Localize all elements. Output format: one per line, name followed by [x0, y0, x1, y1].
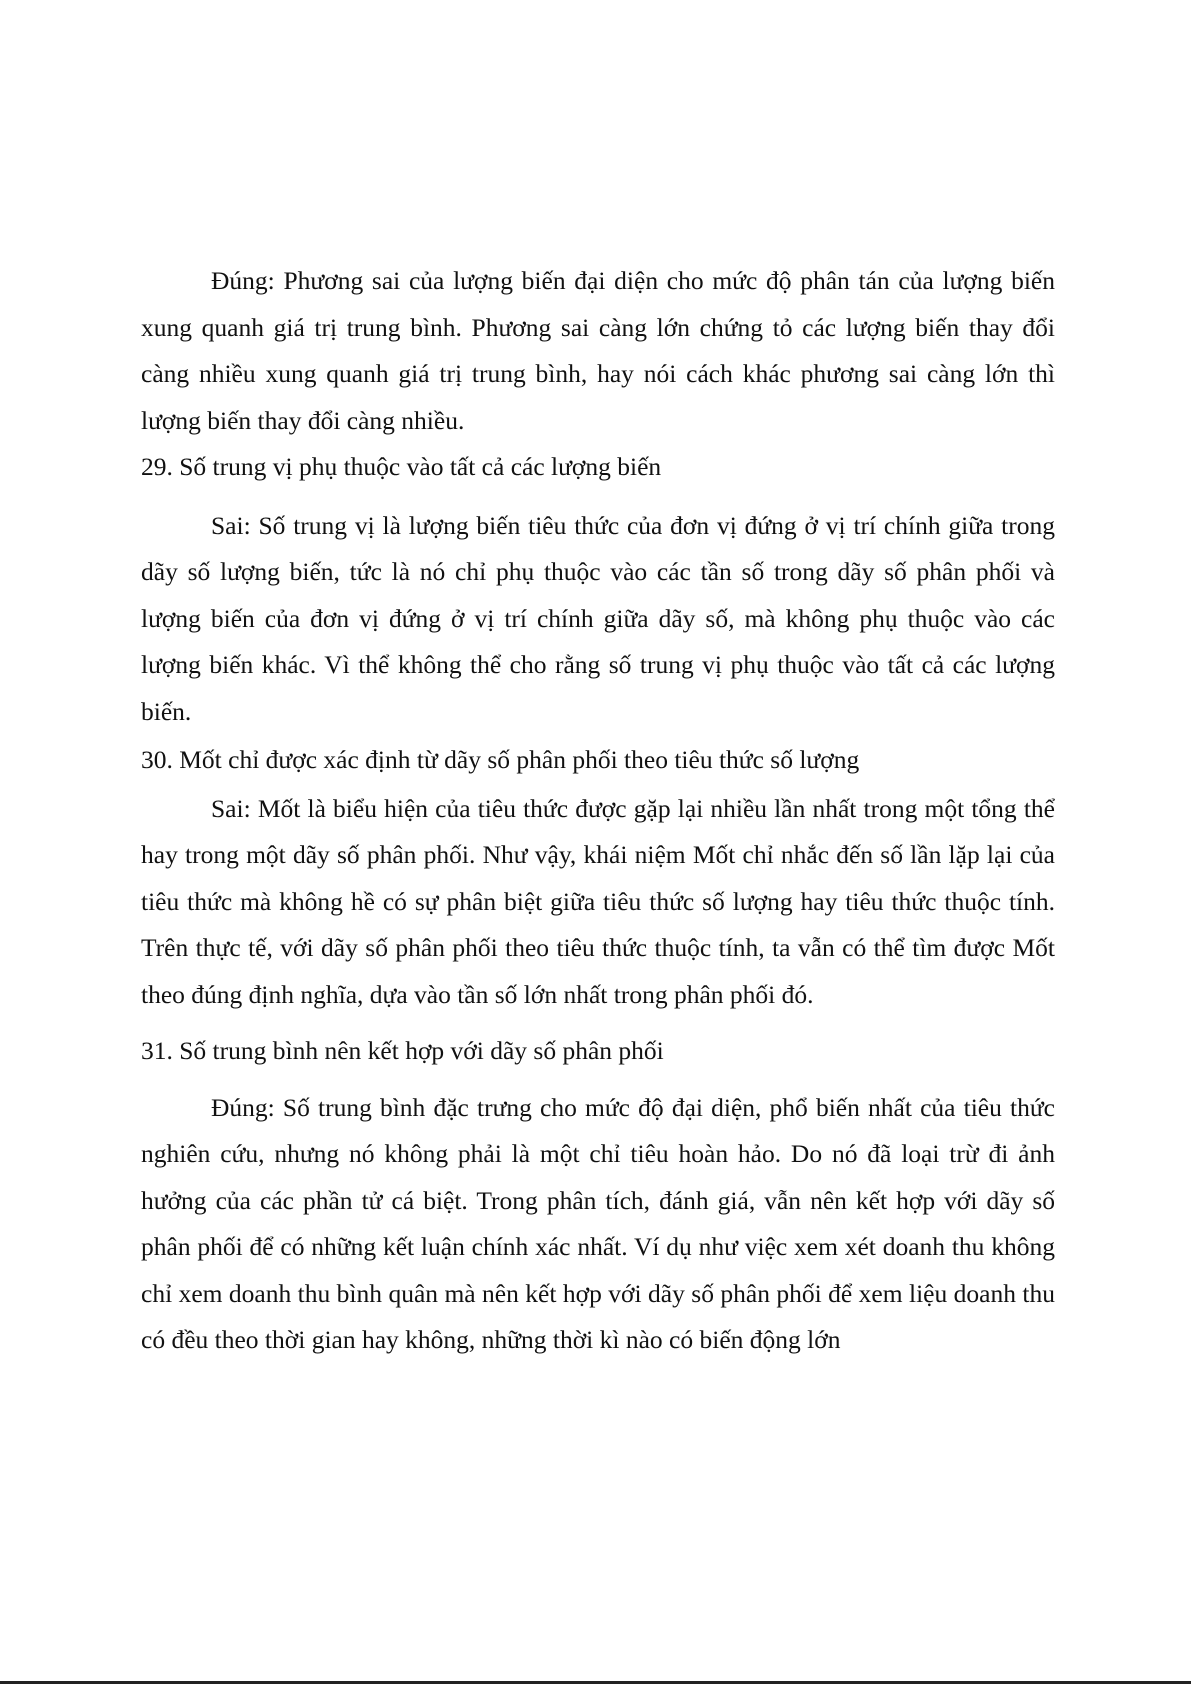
page-bottom-rule: [0, 1681, 1191, 1684]
question-29: 29. Số trung vị phụ thuộc vào tất cả các lượng biến: [141, 452, 662, 481]
document-page: [141, 258, 1055, 1364]
question-31: 31. Số trung bình nên kết hợp với dãy số phân phối: [141, 1036, 664, 1065]
answer-paragraph-30: Sai: Mốt là biểu hiện của tiêu thức được gặp lại nhiều lần nhất trong một tổng thể hay trong một dãy số phân phối. Như vậy, khái niệm Mốt chỉ nhắc đến số lần lặp lại của tiêu thức mà không hề có sự phân biệt giữa tiêu thức số lượng hay tiêu thức thuộc tính. Trên thực tế, với dãy số phân phối theo tiêu thức thuộc tính, ta vẫn có thể tìm được Mốt theo đúng định nghĩa, dựa vào tần số lớn nhất trong phân phối đó.: [141, 793, 1055, 1009]
answer-paragraph-28: Đúng: Phương sai của lượng biến đại diện cho mức độ phân tán của lượng biến xung quanh giá trị trung bình. Phương sai càng lớn chứng tỏ các lượng biến thay đổi càng nhiều xung quanh giá trị trung bình, hay nói cách khác phương sai càng lớn thì lượng biến thay đổi càng nhiều.: [141, 266, 1055, 435]
answer-paragraph-31: Đúng: Số trung bình đặc trưng cho mức độ đại diện, phổ biến nhất của tiêu thức nghiên cứu, nhưng nó không phải là một chỉ tiêu hoàn hảo. Do nó đã loại trừ đi ảnh hưởng của các phần tử cá biệt. Trong phân tích, đánh giá, vẫn nên kết hợp với dãy số phân phối để có những kết luận chính xác nhất. Ví dụ như việc xem xét doanh thu không chỉ xem doanh thu bình quân mà nên kết hợp với dãy số phân phối để xem liệu doanh thu có đều theo thời gian hay không, những thời kì nào có biến động lớn: [141, 1092, 1055, 1354]
question-30: 30. Mốt chỉ được xác định từ dãy số phân phối theo tiêu thức số lượng: [141, 745, 860, 774]
answer-paragraph-29: Sai: Số trung vị là lượng biến tiêu thức của đơn vị đứng ở vị trí chính giữa trong dãy số lượng biến, tức là nó chỉ phụ thuộc vào các tần số trong dãy số phân phối và lượng biến của đơn vị đứng ở vị trí chính giữa dãy số, mà không phụ thuộc vào các lượng biến khác. Vì thể không thể cho rằng số trung vị phụ thuộc vào tất cả các lượng biến.: [141, 510, 1055, 726]
